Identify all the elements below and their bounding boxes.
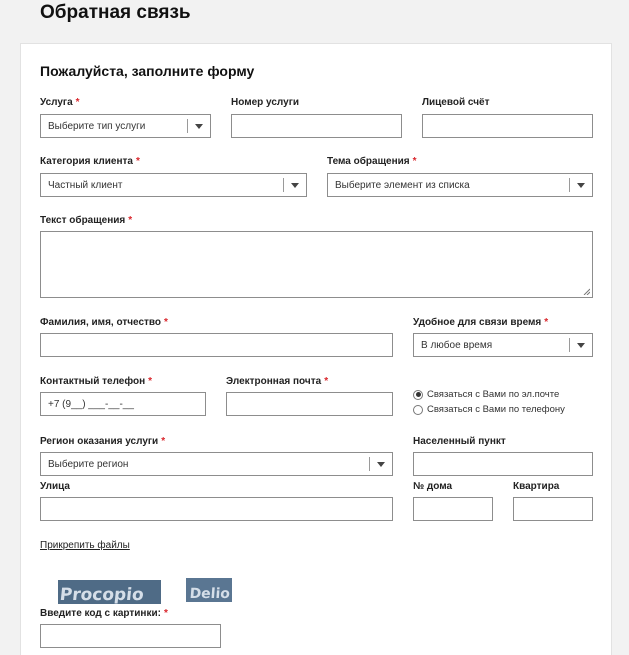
full-name-label: Фамилия, имя, отчество *: [40, 317, 168, 328]
contact-time-value: В любое время: [421, 339, 493, 351]
locality-input[interactable]: [413, 452, 593, 476]
client-category-label: Категория клиента *: [40, 156, 140, 167]
service-select-value: Выберите тип услуги: [48, 120, 146, 132]
topic-label: Тема обращения *: [327, 156, 417, 167]
captcha-input[interactable]: [40, 624, 221, 648]
account-label: Лицевой счёт: [422, 97, 490, 108]
chevron-down-icon: [570, 343, 592, 348]
full-name-input[interactable]: [40, 333, 393, 357]
email-input[interactable]: [226, 392, 393, 416]
topic-select-value: Выберите элемент из списка: [335, 179, 470, 191]
region-select[interactable]: [40, 452, 393, 476]
chevron-down-icon: [370, 462, 392, 467]
service-number-input[interactable]: [231, 114, 402, 138]
apartment-input[interactable]: [513, 497, 593, 521]
region-label: Регион оказания услуги *: [40, 436, 166, 447]
account-input[interactable]: [422, 114, 593, 138]
captcha-text-2: Delio: [189, 586, 231, 602]
radio-checked-icon[interactable]: [413, 390, 423, 400]
region-select-value: Выберите регион: [48, 458, 129, 470]
radio-phone-label: Связаться с Вами по телефону: [427, 404, 565, 415]
client-category-value: Частный клиент: [48, 179, 123, 191]
chevron-down-icon: [188, 124, 210, 129]
apartment-label: Квартира: [513, 481, 560, 492]
service-select[interactable]: [40, 114, 211, 138]
captcha-label: Введите код с картинки: *: [40, 608, 168, 619]
radio-email-label: Связаться с Вами по эл.почте: [427, 389, 560, 400]
radio-contact-email[interactable]: [413, 389, 559, 400]
street-input[interactable]: [40, 497, 393, 521]
contact-time-label: Удобное для связи время *: [413, 317, 549, 328]
resize-grip-icon[interactable]: [583, 288, 590, 295]
radio-unchecked-icon[interactable]: [413, 405, 423, 415]
message-label: Текст обращения *: [40, 215, 133, 226]
captcha-image: [58, 574, 238, 608]
phone-label: Контактный телефон *: [40, 376, 153, 387]
chevron-down-icon: [570, 183, 592, 188]
locality-label: Населенный пункт: [413, 436, 506, 447]
client-category-select[interactable]: [40, 173, 307, 197]
house-label: № дома: [413, 481, 453, 492]
service-number-label: Номер услуги: [231, 97, 300, 108]
topic-select[interactable]: [327, 173, 593, 197]
service-label: Услуга *: [40, 97, 80, 108]
chevron-down-icon: [284, 183, 306, 188]
message-textarea[interactable]: [40, 231, 593, 298]
street-label: Улица: [40, 481, 70, 492]
form-title: Пожалуйста, заполните форму: [40, 63, 255, 79]
email-label: Электронная почта *: [226, 376, 329, 387]
contact-time-select[interactable]: [413, 333, 593, 357]
phone-input[interactable]: +7 (9__) ___-__-__: [40, 392, 206, 416]
captcha-text-1: Procopio: [58, 585, 145, 605]
radio-contact-phone[interactable]: [413, 404, 565, 415]
attach-files-link[interactable]: Прикрепить файлы: [40, 540, 130, 551]
page-title: Обратная связь: [40, 2, 191, 23]
house-input[interactable]: [413, 497, 493, 521]
